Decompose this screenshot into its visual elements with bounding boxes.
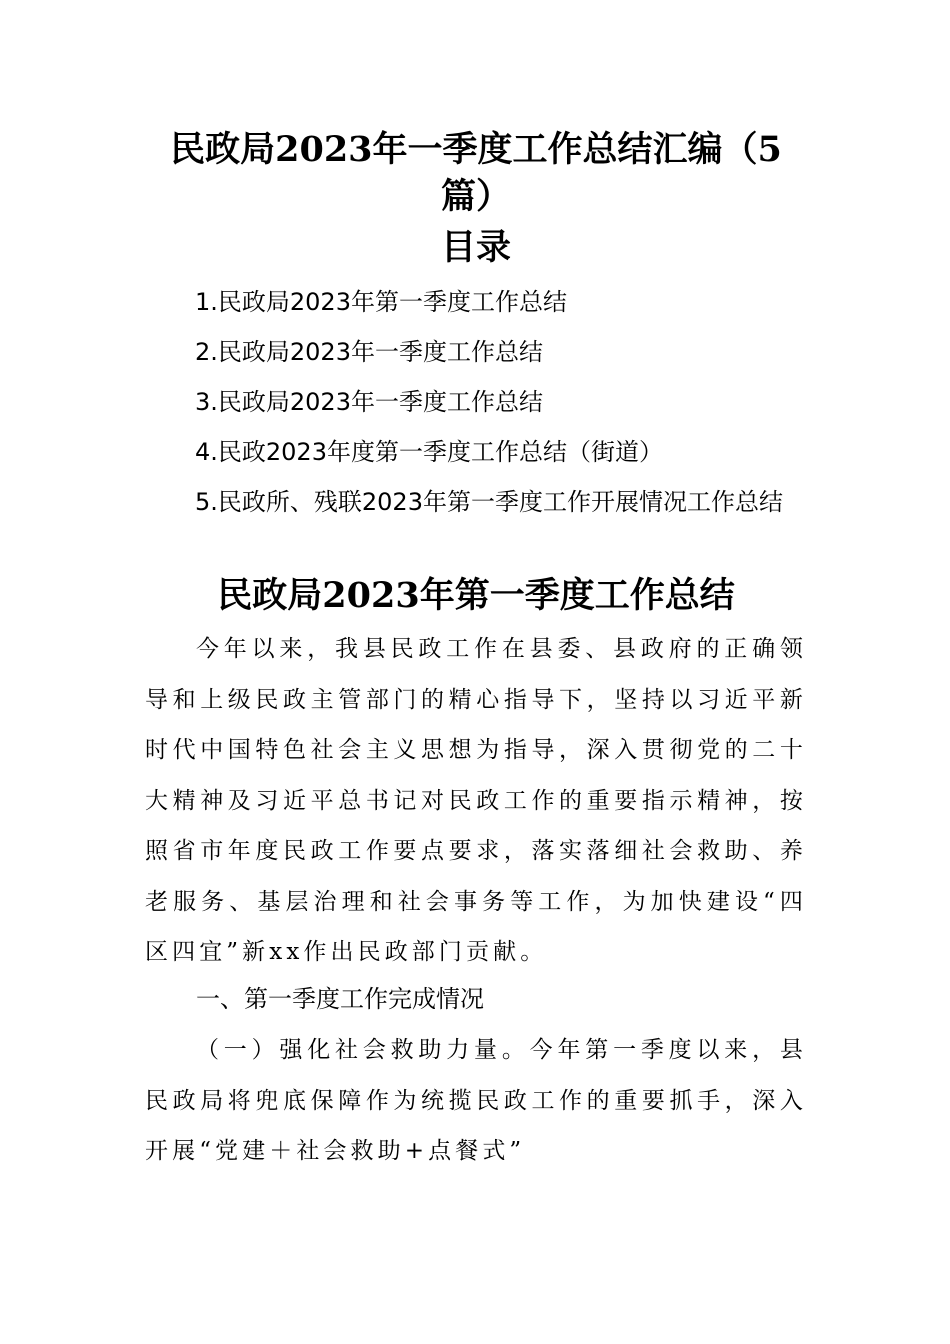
table-of-contents bbox=[145, 277, 807, 527]
toc-item: 4.民政2023年度第一季度工作总结（街道） bbox=[195, 438, 663, 466]
body-paragraph: （一）强化社会救助力量。今年第一季度以来，县民政局将兜底保障作为统揽民政工作的重要抓手，深入开展“党建＋社会救助+点餐式” bbox=[145, 1037, 807, 1164]
section-heading: 一、第一季度工作完成情况 bbox=[196, 985, 484, 1013]
toc-item: 1.民政局2023年第一季度工作总结 bbox=[195, 288, 567, 316]
toc-title: 目录 bbox=[440, 227, 511, 268]
toc-item: 2.民政局2023年一季度工作总结 bbox=[195, 338, 543, 366]
toc-item: 3.民政局2023年一季度工作总结 bbox=[195, 388, 543, 416]
body-paragraph: 今年以来，我县民政工作在县委、县政府的正确领导和上级民政主管部门的精心指导下，坚持以习近平新时代中国特色社会主义思想为指导，深入贯彻党的二十大精神及习近平总书记对民政工作的重要指示精神，按照省市年度民政工作要点要求，落实落细社会救助、养老服务、基层治理和社会事务等工作，为加快建设“四区四宜”新xx作出民政部门贡献。 bbox=[145, 636, 807, 965]
toc-item: 5.民政所、残联2023年第一季度工作开展情况工作总结 bbox=[195, 488, 783, 516]
article-title: 民政局2023年第一季度工作总结 bbox=[217, 575, 735, 616]
main-title: 民政局2023年一季度工作总结汇编（5篇） bbox=[170, 129, 782, 217]
